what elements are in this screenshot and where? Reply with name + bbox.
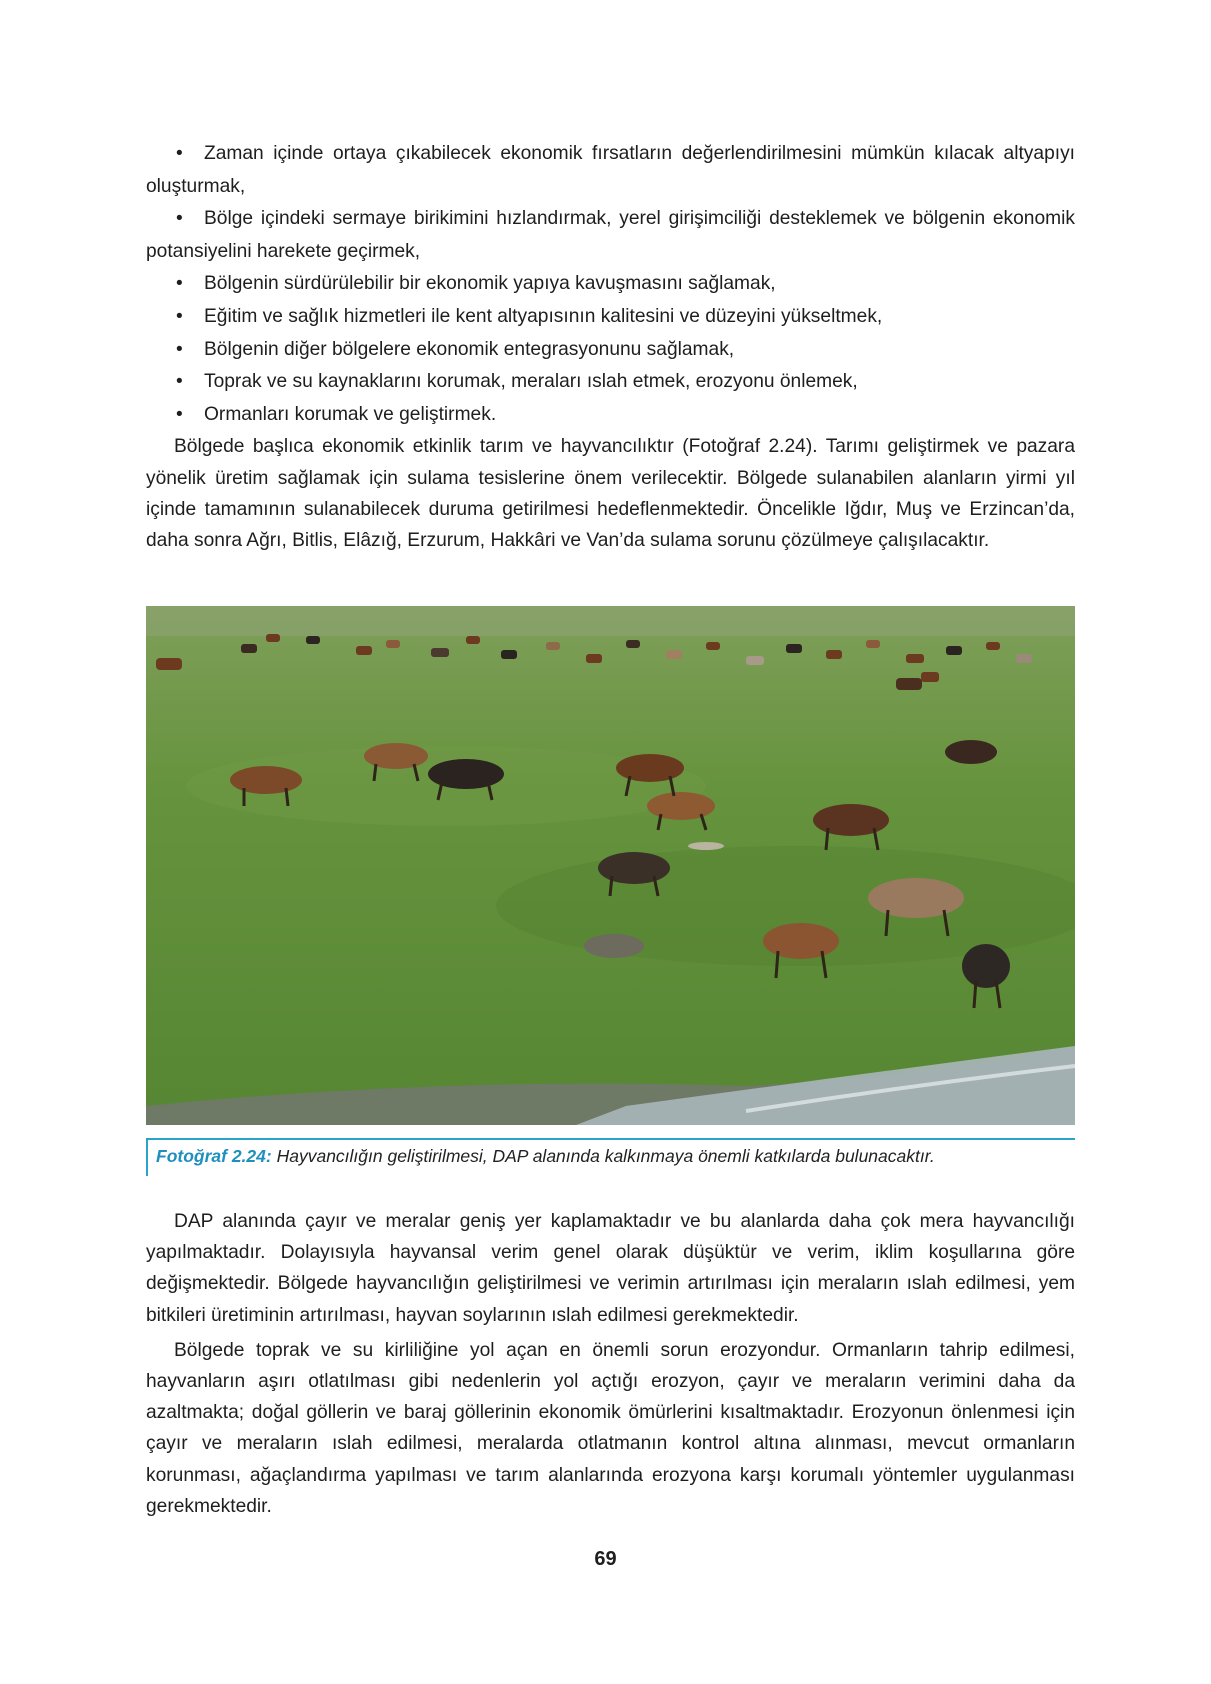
goal-list — [146, 138, 1075, 431]
upper-text — [146, 138, 1075, 556]
goal-item: • Bölgenin sürdürülebilir bir ekonomik yapıya kavuşmasını sağlamak, — [146, 268, 1075, 301]
goal-item: • Zaman içinde ortaya çıkabilecek ekonomik fırsatların değerlendirilmesini mümkün kılacak altyapıyı oluşturmak, — [146, 138, 1075, 203]
lower-text — [146, 1206, 1075, 1522]
paragraph-agriculture: Bölgede başlıca ekonomik etkinlik tarım ve hayvancılıktır (Fotoğraf 2.24). Tarımı geliştirmek ve pazara yönelik üretim sağlamak için sulama tesislerine önem verilecektir. Bölgede sulanabilen alanların yirmi yıl içinde tamamının sulanabilecek duruma getirilmesi hedeflenmektedir. Öncelikle Iğdır, Muş ve Erzincan’da, daha sonra Ağrı, Bitlis, Elâzığ, Erzurum, Hakkâri ve Van’da sulama sorunu çözülmeye çalışılacaktır. — [146, 436, 1075, 551]
page-number: 69 — [594, 1548, 617, 1570]
goal-item: • Ormanları korumak ve geliştirmek. — [146, 399, 1075, 432]
caption-label: Fotoğraf 2.24: — [156, 1146, 272, 1166]
goal-item: • Toprak ve su kaynaklarını korumak, meraları ıslah etmek, erozyonu önlemek, — [146, 366, 1075, 399]
caption-text: Hayvancılığın geliştirilmesi, DAP alanında kalkınmaya önemli katkılarda bulunacaktır. — [276, 1146, 935, 1166]
goal-item: • Eğitim ve sağlık hizmetleri ile kent altyapısının kalitesini ve düzeyini yükseltmek, — [146, 301, 1075, 334]
photo-grazing-cattle — [146, 606, 1075, 1125]
goal-item: • Bölgenin diğer bölgelere ekonomik entegrasyonunu sağlamak, — [146, 334, 1075, 367]
photo-caption — [146, 1138, 1075, 1176]
paragraph-livestock: DAP alanında çayır ve meralar geniş yer kaplamaktadır ve bu alanlarda daha çok mera hayvancılığı yapılmaktadır. Dolayısıyla hayvansal verim genel olarak düşüktür ve verim, iklim koşullarına göre değişmektedir. Bölgede hayvancılığın geliştirilmesi ve verimin artırılması için meraların ıslah edilmesi, yem bitkileri üretiminin artırılması, hayvan soylarının ıslah edilmesi gerekmektedir. — [146, 1211, 1075, 1326]
paragraph-erosion: Bölgede toprak ve su kirliliğine yol açan en önemli sorun erozyondur. Ormanların tahrip edilmesi, hayvanların aşırı otlatılması gibi nedenlerin yol açtığı erozyon, çayır ve meraların verimini daha da azaltmakta; doğal göllerin ve baraj göllerinin ekonomik ömürlerini kısaltmaktadır. Erozyonun önlenmesi için çayır ve meraların ıslah edilmesi, meralarda otlatmanın kontrol altına alınması, mevcut ormanların korunması, ağaçlandırma yapılması ve tarım alanlarında erozyona karşı korumalı yöntemler uygulanması gerekmektedir. — [146, 1339, 1075, 1517]
goal-item: • Bölge içindeki sermaye birikimini hızlandırmak, yerel girişimciliği desteklemek ve bölgenin ekonomik potansiyelini harekete geçirmek, — [146, 203, 1075, 268]
